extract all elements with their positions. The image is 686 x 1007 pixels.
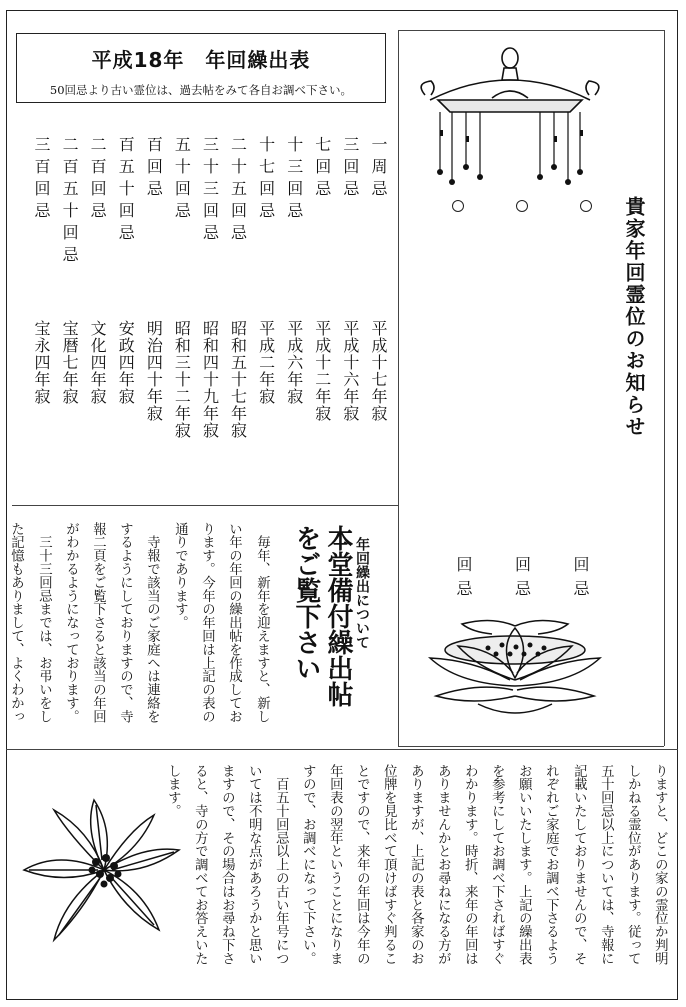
memorial-year: 平成十六年寂: [340, 320, 360, 422]
poinsettia-icon: [14, 790, 194, 955]
memorial-label: 三百回忌: [32, 136, 51, 224]
memorial-year: 平成十七年寂: [368, 320, 388, 422]
memorial-label: 七回忌: [312, 136, 332, 202]
body-column: 通りであります。: [172, 522, 188, 630]
body-column: ります。今年の年回は上記の表の: [199, 522, 215, 723]
body-column: わかります。時折、来年の年回は: [462, 764, 478, 965]
kaiki-label: 回忌: [454, 556, 473, 604]
divider-horizontal-bottom: [6, 749, 678, 750]
lotus-icon: [418, 618, 613, 728]
circle-mark: [580, 200, 592, 212]
memorial-year: 平成六年寂: [284, 320, 304, 405]
memorial-year: 昭和四十九年寂: [200, 320, 220, 439]
memorial-years: [30, 320, 390, 470]
name-placeholder-circles: [452, 200, 592, 212]
divider-notice-box-right: [664, 30, 665, 746]
memorial-label: 十七回忌: [256, 136, 276, 224]
section-title: 本堂備付繰出帖をご覧下さい: [291, 525, 353, 707]
memorial-year: 明治四十年寂: [144, 320, 164, 422]
body-column: 報二頁をご覧下さると該当の年回: [90, 522, 106, 723]
body-column: 百五十回忌以上の古い年号につ: [273, 764, 289, 965]
memorial-year: 安政四年寂: [116, 320, 136, 405]
divider-horizontal-mid: [12, 505, 398, 506]
memorial-year: 昭和三十二年寂: [172, 320, 192, 439]
body-column: いては不明な点があろうかと思い: [246, 764, 262, 965]
kaiki-row: [452, 556, 592, 604]
memorial-label: 三回忌: [340, 136, 360, 202]
memorial-label: 三十三回忌: [200, 136, 220, 246]
body-column: れぞれご家庭でお調べ下さるよう: [543, 764, 559, 965]
body-column: すので、お調べになって下さい。: [300, 764, 316, 965]
memorial-label: 十三回忌: [284, 136, 304, 224]
kaiki-label: 回忌: [571, 556, 590, 604]
body-column: 年回表の翌年ということになりま: [327, 764, 343, 965]
kaiki-label: 回忌: [512, 556, 532, 604]
circle-mark: [516, 200, 528, 212]
divider-notice-box-bottom: [398, 746, 664, 747]
memorial-label: 一周忌: [368, 136, 388, 202]
memorial-label: 二百回忌: [88, 136, 108, 224]
body-column: 毎年、新年を迎えますと、新し: [254, 522, 270, 723]
body-column: とですので、来年の年回は今年の: [354, 764, 370, 965]
body-column: します。: [165, 764, 181, 818]
body-column: ありますが、上記の表と各家のお: [408, 764, 424, 965]
body-column: しかねる霊位があります。従って: [625, 764, 641, 965]
body-column: ありませんかとお尋ねになる方が: [435, 764, 451, 965]
section-heading: 年回繰出について: [354, 537, 370, 649]
body-column: ますので、その場合はお尋ね下さ: [219, 764, 235, 965]
memorial-year: 宝暦七年寂: [60, 320, 80, 405]
body-column: がわかるようになっております。: [63, 522, 79, 723]
memorial-year: 昭和五十七年寂: [228, 320, 248, 439]
body-column: た記憶もありまして、よくわかっ: [8, 522, 24, 723]
page-subtitle: 50回忌より古い霊位は、過去帖をみて各自お調べ下さい。: [49, 83, 353, 97]
memorial-label: 二百五十回忌: [60, 136, 80, 268]
body-column: を参考にしてお調べ下さればすぐ: [489, 764, 505, 965]
body-column: 三十三回忌までは、お弔いをし: [36, 522, 52, 723]
divider-vertical-top: [398, 30, 399, 746]
body-column: ると、寺の方で調べてお答えいた: [192, 764, 208, 965]
memorial-label: 五十回忌: [172, 136, 192, 224]
memorial-year: 文化四年寂: [88, 320, 108, 405]
body-column: 五十回忌以上については、寺報に: [598, 764, 614, 965]
body-column: お願いいたします。上記の繰出表: [516, 764, 532, 965]
circle-mark: [452, 200, 464, 212]
body-column: するようにしておりますので、寺: [117, 522, 133, 723]
memorial-year: 宝永四年寂: [32, 320, 51, 405]
memorial-label: 二十五回忌: [228, 136, 248, 246]
memorial-year: 平成十二年寂: [312, 320, 332, 422]
page-title: 平成18年 年回繰出表: [91, 48, 311, 72]
notice-title: 貴家年回霊位のお知らせ: [622, 196, 646, 438]
body-column: 記載いたしておりませんので、そ: [571, 764, 587, 965]
canopy-icon: [410, 40, 610, 190]
body-column: 寺報で該当のご家庭へは連絡を: [144, 522, 160, 723]
body-column: 位牌を見比べて頂けばすぐ判るこ: [381, 764, 397, 965]
title-box: [16, 33, 386, 103]
memorial-label: 百回忌: [144, 136, 164, 202]
divider-notice-box-top: [398, 30, 664, 31]
body-column: い年の年回の繰出帖を作成してお: [226, 522, 242, 723]
memorial-year: 平成二年寂: [256, 320, 276, 405]
memorial-label: 百五十回忌: [116, 136, 136, 246]
body-column: りますと、どこの家の霊位か判明: [652, 764, 668, 965]
memorial-labels: [30, 136, 390, 286]
